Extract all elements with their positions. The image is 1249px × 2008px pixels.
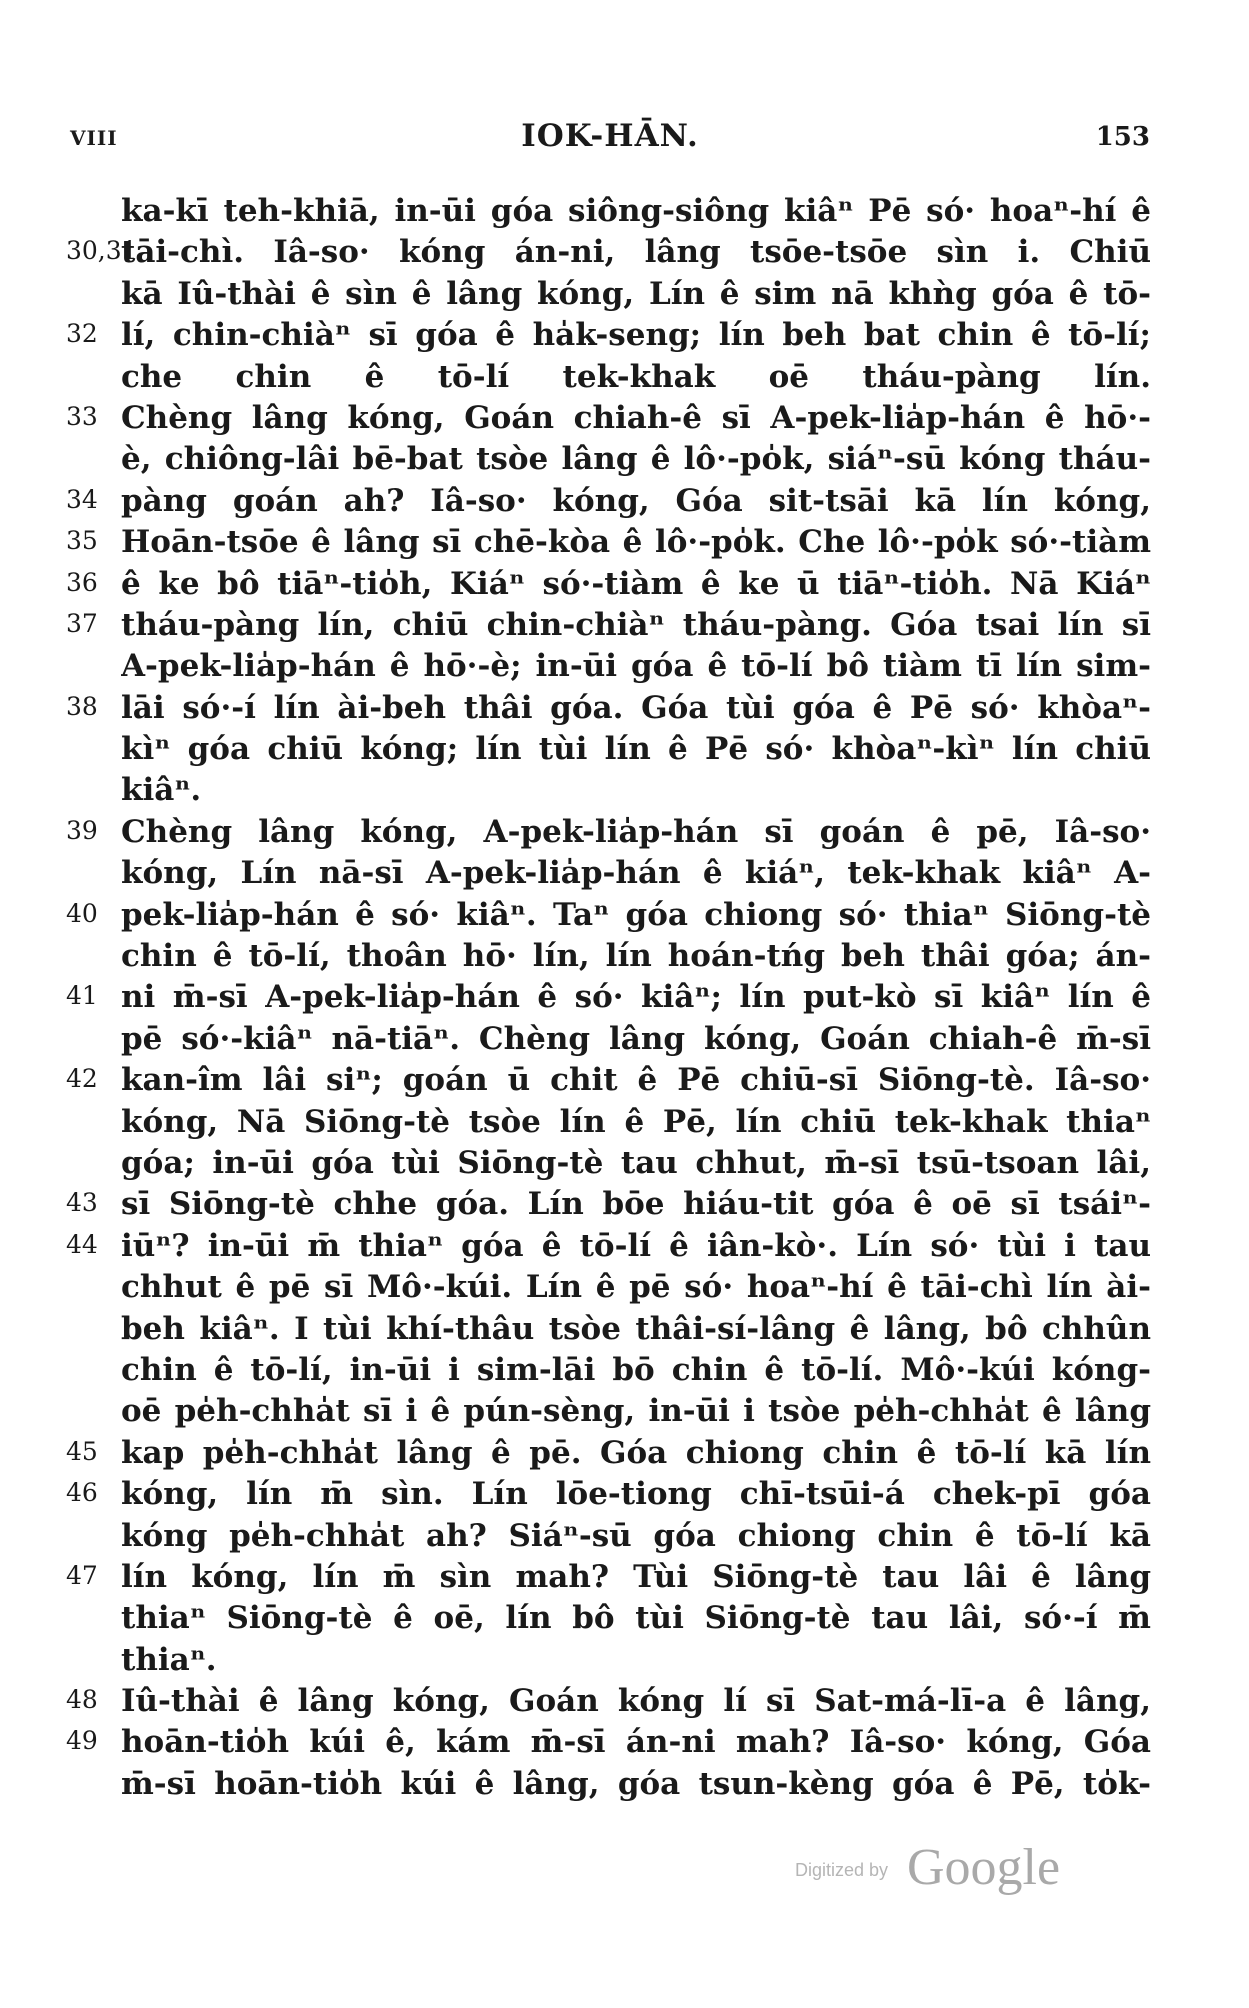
text-line [0,690,1249,731]
line-text: oē pe̍h-chha̍t sī i ê pún-sèng, in-ūi i tsòe pe̍h-chha̍t ê lâng [121,1393,1151,1430]
verse-number: 44 [66,1229,98,1259]
text-line [0,1269,1249,1310]
body-text [0,193,1249,1807]
line-text: m̄-sī hoān-tio̍h kúi ê lâng, góa tsun-kèng góa ê Pē, to̍k- [121,1765,1151,1802]
line-text: kap pe̍h-chha̍t lâng ê pē. Góa chiong chin ê tō-lí kā lín [121,1434,1151,1471]
page-header [70,118,1150,158]
line-text: ê ke bô tiāⁿ-tio̍h, Kiáⁿ só·-tiàm ê ke ū tiāⁿ-tio̍h. Nā Kiáⁿ [121,565,1151,602]
text-line [0,276,1249,317]
line-text: tháu-pàng lín, chiū chin-chiàⁿ tháu-pàng. Góa tsai lín sī [121,606,1151,643]
text-line [0,317,1249,358]
line-text: kóng pe̍h-chha̍t ah? Siáⁿ-sū góa chiong chin ê tō-lí kā [121,1517,1151,1554]
verse-number: 33 [66,401,98,431]
line-text: Hoān-tsōe ê lâng sī chē-kòa ê lô·-po̍k. Che lô·-po̍k só·-tiàm [121,524,1151,561]
line-text: lí, chin-chiàⁿ sī góa ê ha̍k-seng; lín beh bat chin ê tō-lí; [121,317,1151,354]
text-line [0,1228,1249,1269]
text-line [0,1352,1249,1393]
line-text: chin ê tō-lí, thoân hō· lín, lín hoán-tńg beh thâi góa; án- [121,938,1151,975]
line-text: kā Iû-thài ê sìn ê lâng kóng, Lín ê sim nā khǹg góa ê tō- [121,275,1151,312]
line-text: ka-kī teh-khiā, in-ūi góa siông-siông kiâⁿ Pē só· hoaⁿ-hí ê [121,193,1151,229]
line-text: kìⁿ góa chiū kóng; lín tùi lín ê Pē só· khòaⁿ-kìⁿ lín chiū [121,731,1151,768]
text-line [0,1186,1249,1227]
line-text: Iû-thài ê lâng kóng, Goán kóng lí sī Sat-má-lī-a ê lâng, [121,1683,1151,1720]
line-text: è, chiông-lâi bē-bat tsòe lâng ê lô·-po̍k, siáⁿ-sū kóng tháu- [121,441,1151,478]
line-text: chin ê tō-lí, in-ūi i sim-lāi bō chin ê tō-lí. Mô·-kúi kóng- [121,1351,1151,1388]
text-line [0,855,1249,896]
text-line [0,1518,1249,1559]
text-line [0,1724,1249,1765]
line-text: Chèng lâng kóng, Goán chiah-ê sī A-pek-lia̍p-hán ê hō·- [121,399,1151,436]
text-line [0,897,1249,938]
line-text: thiaⁿ Siōng-tè ê oē, lín bô tùi Siōng-tè tau lâi, só·-í m̄ [121,1600,1151,1637]
line-text: che chin ê tō-lí tek-khak oē tháu-pàng lín. [121,358,1151,395]
google-logo: Google [907,1839,1061,1896]
verse-number: 43 [66,1188,98,1218]
running-title: IOK-HĀN. [521,118,699,154]
line-text: ni m̄-sī A-pek-lia̍p-hán ê só· kiâⁿ; lín put-kò sī kiâⁿ lín ê [121,979,1151,1016]
line-text: beh kiâⁿ. I tùi khí-thâu tsòe thâi-sí-lâng ê lâng, bô chhûn [121,1310,1151,1347]
line-text: chhut ê pē sī Mô·-kúi. Lín ê pē só· hoaⁿ-hí ê tāi-chì lín ài- [121,1269,1151,1306]
line-text: kóng, lín m̄ sìn. Lín lōe-tiong chī-tsūi-á chek-pī góa [121,1476,1151,1513]
text-line [0,1476,1249,1517]
verse-number: 49 [66,1726,98,1756]
text-line [0,524,1249,565]
text-line [0,1559,1249,1600]
text-line [0,1435,1249,1476]
verse-number: 46 [66,1478,98,1508]
verse-number: 41 [66,981,98,1011]
text-line [0,938,1249,979]
text-line [0,1104,1249,1145]
line-text: pē só·-kiâⁿ nā-tiāⁿ. Chèng lâng kóng, Goán chiah-ê m̄-sī [121,1020,1151,1057]
line-text: iūⁿ? in-ūi m̄ thiaⁿ góa ê tō-lí ê iân-kò·. Lín só· tùi i tau [121,1227,1151,1264]
verse-number: 34 [66,484,98,514]
text-line [0,193,1249,234]
verse-number: 48 [66,1685,98,1715]
verse-number: 37 [66,608,98,638]
verse-number: 39 [66,815,98,845]
line-text: góa; in-ūi góa tùi Siōng-tè tau chhut, m̄-sī tsū-tsoan lâi, [121,1144,1151,1181]
text-line [0,607,1249,648]
line-text: sī Siōng-tè chhe góa. Lín bōe hiáu-tit góa ê oē sī tsáiⁿ- [121,1186,1151,1223]
verse-number: 40 [66,898,98,928]
line-text: lín kóng, lín m̄ sìn mah? Tùi Siōng-tè tau lâi ê lâng [121,1558,1151,1595]
text-line [0,1062,1249,1103]
text-line [0,1766,1249,1807]
verse-number: 47 [66,1560,98,1590]
digitization-watermark [795,1838,1095,1898]
verse-number: 30,31 [66,236,138,266]
verse-number: 36 [66,567,98,597]
text-line [0,648,1249,689]
verse-number: 32 [66,319,98,349]
text-line [0,1145,1249,1186]
text-line [0,441,1249,482]
line-text: pàng goán ah? Iâ-so· kóng, Góa sit-tsāi kā lín kóng, [121,482,1151,519]
text-line [0,772,1249,813]
line-text: tāi-chì. Iâ-so· kóng án-ni, lâng tsōe-tsōe sìn i. Chiū [121,234,1151,271]
line-text: hoān-tio̍h kúi ê, kám m̄-sī án-ni mah? Iâ-so· kóng, Góa [121,1724,1151,1761]
line-text: thiaⁿ. [121,1641,217,1678]
line-text: kóng, Lín nā-sī A-pek-lia̍p-hán ê kiáⁿ, tek-khak kiâⁿ A- [121,855,1151,892]
line-text: kan-îm lâi siⁿ; goán ū chit ê Pē chiū-sī Siōng-tè. Iâ-so· [121,1062,1151,1099]
text-line [0,359,1249,400]
section-numeral: VIII [70,126,118,150]
line-text: A-pek-lia̍p-hán ê hō·-è; in-ūi góa ê tō-lí bô tiàm tī lín sim- [121,648,1151,685]
line-text: Chèng lâng kóng, A-pek-lia̍p-hán sī goán ê pē, Iâ-so· [121,813,1151,850]
line-text: pek-lia̍p-hán ê só· kiâⁿ. Taⁿ góa chiong só· thiaⁿ Siōng-tè [121,896,1151,933]
text-line [0,400,1249,441]
line-text: kiâⁿ. [121,772,202,809]
line-text: kóng, Nā Siōng-tè tsòe lín ê Pē, lín chiū tek-khak thiaⁿ [121,1103,1151,1140]
line-text: lāi só·-í lín ài-beh thâi góa. Góa tùi góa ê Pē só· khòaⁿ- [121,689,1151,726]
text-line [0,1683,1249,1724]
page-number: 153 [1095,122,1150,152]
text-line [0,1393,1249,1434]
digitized-by-label: Digitized by [795,1860,889,1880]
text-line [0,1642,1249,1683]
text-line [0,731,1249,772]
text-line [0,566,1249,607]
text-line [0,234,1249,275]
text-line [0,1311,1249,1352]
text-line [0,814,1249,855]
text-line [0,1600,1249,1641]
text-line [0,1021,1249,1062]
verse-number: 38 [66,691,98,721]
verse-number: 35 [66,526,98,556]
verse-number: 42 [66,1064,98,1094]
text-line [0,483,1249,524]
verse-number: 45 [66,1436,98,1466]
text-line [0,979,1249,1020]
